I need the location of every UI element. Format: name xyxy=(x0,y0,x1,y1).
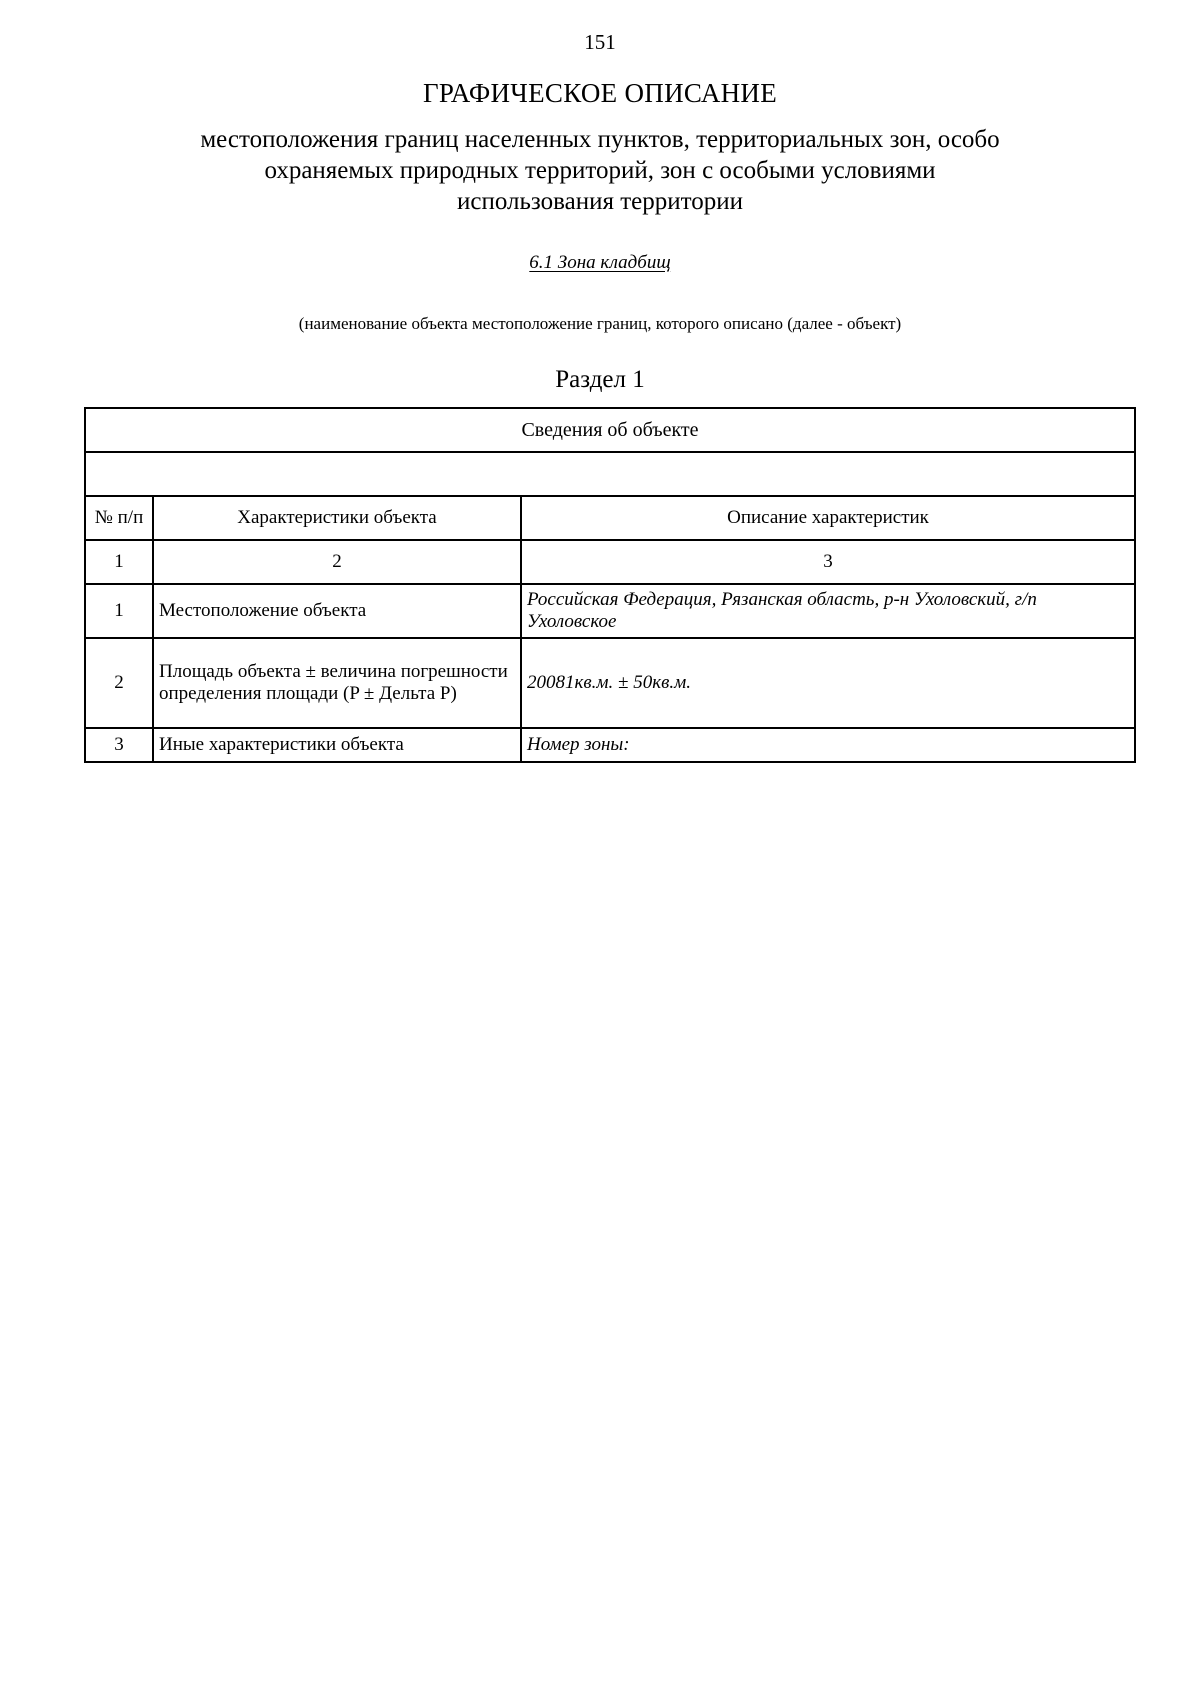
table-row xyxy=(85,728,1135,762)
page-number: 151 xyxy=(584,30,616,54)
row-number: 1 xyxy=(85,584,153,638)
object-info-table xyxy=(84,407,1136,763)
header-description: Описание характеристик xyxy=(521,496,1135,540)
table-empty-row xyxy=(85,452,1135,496)
section-title: Раздел 1 xyxy=(555,366,645,393)
object-name xyxy=(0,252,1200,274)
document-subtitle: местоположения границ населенных пунктов, территориальных зон, особо охраняемых природных территорий, зон с особыми условиями использования территории xyxy=(200,126,1000,215)
column-number: 2 xyxy=(153,540,521,584)
row-characteristic: Иные характеристики объекта xyxy=(153,728,521,762)
row-number: 2 xyxy=(85,638,153,728)
row-description: Номер зоны: xyxy=(521,728,1135,762)
row-characteristic: Площадь объекта ± величина погрешности определения площади (P ± Дельта P) xyxy=(153,638,521,728)
table-caption-row xyxy=(85,408,1135,452)
row-characteristic: Местоположение объекта xyxy=(153,584,521,638)
table-column-number-row xyxy=(85,540,1135,584)
table-header-row xyxy=(85,496,1135,540)
object-name-text: 6.1 Зона кладбищ xyxy=(529,252,671,273)
table-caption: Сведения об объекте xyxy=(85,408,1135,452)
document-title: ГРАФИЧЕСКОЕ ОПИСАНИЕ xyxy=(422,78,778,108)
table-row xyxy=(85,638,1135,728)
column-number: 3 xyxy=(521,540,1135,584)
empty-cell xyxy=(85,452,1135,496)
table-row xyxy=(85,584,1135,638)
header-num: № п/п xyxy=(85,496,153,540)
row-description: 20081кв.м. ± 50кв.м. xyxy=(521,638,1135,728)
object-name-caption: (наименование объекта местоположение границ, которого описано (далее - объект) xyxy=(298,314,902,333)
row-description: Российская Федерация, Рязанская область, р-н Ухоловский, г/п Ухоловское xyxy=(521,584,1135,638)
row-number: 3 xyxy=(85,728,153,762)
column-number: 1 xyxy=(85,540,153,584)
header-characteristic: Характеристики объекта xyxy=(153,496,521,540)
